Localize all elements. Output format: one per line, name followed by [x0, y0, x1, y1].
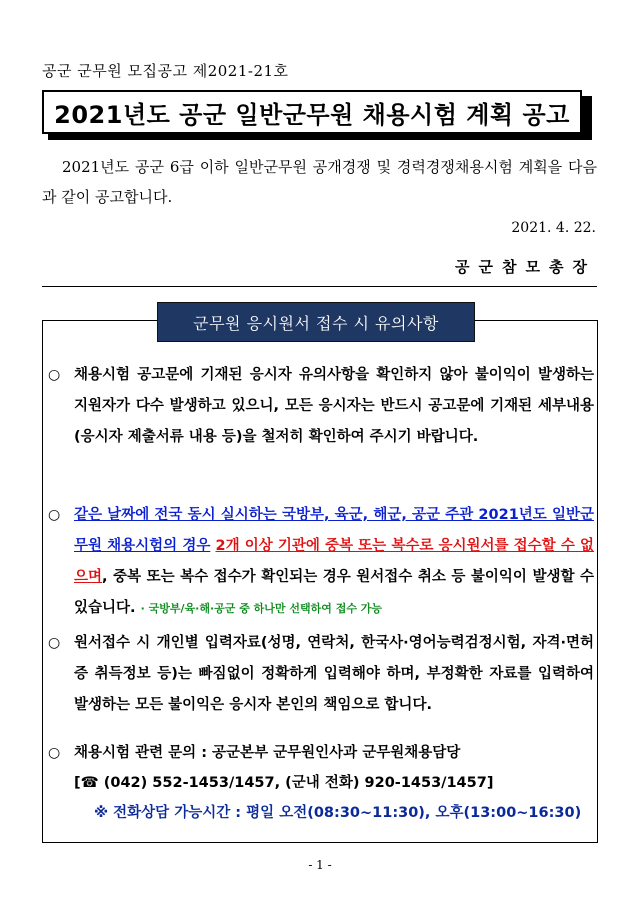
notice-number: 공군 군무원 모집공고 제2021-21호 [42, 62, 289, 80]
selection-note: · 국방부/육·해·공군 중 하나만 선택하여 접수 가능 [140, 602, 383, 615]
bullet-icon: ○ [48, 507, 61, 523]
notice-item-2 [48, 500, 594, 624]
notice-item-3-text: 원서접수 시 개인별 입력자료(성명, 연락처, 한국사·영어능력검정시험, 자격·면허증 취득정보 등)는 빠짐없이 정확하게 입력해야 하며, 부정확한 자료를 입력하여 발생하는 모든 불이익은 응시자 본인의 책임으로 합니다. [74, 635, 594, 713]
page-title: 2021년도 공군 일반군무원 채용시험 계획 공고 [42, 90, 582, 134]
contact-hours: ※ 전화상담 가능시간 : 평일 오전(08:30~11:30), 오후(13:00~16:30) [94, 805, 582, 821]
intro-paragraph: 2021년도 공군 6급 이하 일반군무원 공개경쟁 및 경력경쟁채용시험 계획을 다음과 같이 공고합니다. [42, 158, 597, 206]
duplicate-warning-red: 2개 이상 기관에 중복 또는 복수로 응시원서를 접수할 수 없으며 [74, 538, 594, 585]
bullet-icon: ○ [48, 635, 61, 651]
divider [42, 286, 597, 287]
duplicate-warning-blue: 같은 날짜에 전국 동시 실시하는 국방부, 육군, 해군, 공군 주관 2021년도 일반군무원 채용시험의 경우 [74, 507, 594, 554]
contact-phone: [☎ (042) 552-1453/1457, (군내 전화) 920-1453/1457] [74, 775, 494, 791]
notice-item-4 [48, 738, 594, 828]
notice-item-1-text: 채용시험 공고문에 기재된 응시자 유의사항을 확인하지 않아 불이익이 발생하는 지원자가 다수 발생하고 있으니, 모든 응시자는 반드시 공고문에 기재된 세부내용(응시자 제출서류 내용 등)을 철저히 확인하여 주시기 바랍니다. [74, 367, 594, 445]
bullet-icon: ○ [48, 367, 61, 383]
notice-item-1 [48, 360, 594, 453]
notice-banner: 군무원 응시원서 접수 시 유의사항 [157, 302, 475, 342]
notice-item-3 [48, 628, 594, 721]
issuer: 공군참모총장 [455, 258, 596, 276]
notice-item-2-text [74, 500, 594, 624]
notice-date: 2021. 4. 22. [511, 220, 596, 236]
contact-line: 채용시험 관련 문의 : 공군본부 군무원인사과 군무원채용담당 [74, 745, 461, 761]
bullet-icon: ○ [48, 745, 61, 761]
page-number: - 1 - [308, 858, 332, 872]
duplicate-warning-plain: , 중복 또는 복수 접수가 확인되는 경우 원서접수 취소 등 불이익이 발생할 수 있습니다. [74, 569, 594, 616]
